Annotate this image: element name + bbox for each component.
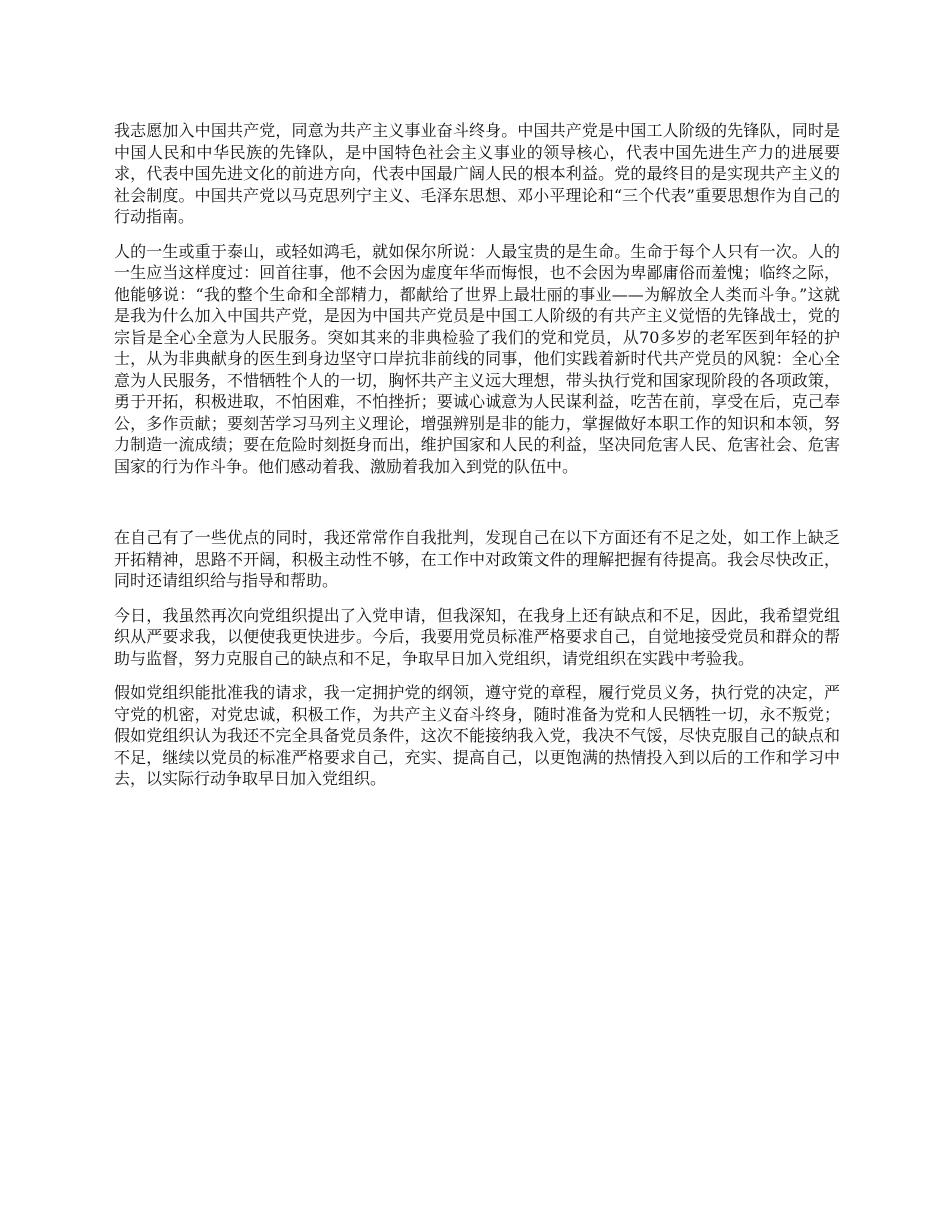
- section-gap: [114, 490, 840, 527]
- paragraph-motivation: 人的一生或重于泰山，或轻如鸿毛，就如保尔所说：人最宝贵的是生命。生命于每个人只有一次。人的一生应当这样度过：回首往事，他不会因为虚度年华而悔恨，也不会因为卑鄙庸俗而羞愧；临终之际，他能够说：“我的整个生命和全部精力，都献给了世界上最壮丽的事业——为解放全人类而斗争。”这就是我为什么加入中国共产党，是因为中国共产党员是中国工人阶级的有共产主义觉悟的先锋战士，党的宗旨是全心全意为人民服务。突如其来的非典检验了我们的党和党员，从70多岁的老军医到年轻的护士，从为非典献身的医生到身边坚守口岸抗非前线的同事，他们实践着新时代共产党员的风貌：全心全意为人民服务，不惜牺牲个人的一切，胸怀共产主义远大理想，带头执行党和国家现阶段的各项政策，勇于开拓，积极进取，不怕困难，不怕挫折；要诚心诚意为人民谋利益，吃苦在前，享受在后，克己奉公，多作贡献；要刻苦学习马列主义理论，增强辨别是非的能力，掌握做好本职工作的知识和本领，努力制造一流成绩；要在危险时刻挺身而出，维护国家和人民的利益，坚决同危害人民、危害社会、危害国家的行为作斗争。他们感动着我、激励着我加入到党的队伍中。: [114, 241, 840, 476]
- document-body: [114, 120, 840, 803]
- paragraph-pledge: 我志愿加入中国共产党，同意为共产主义事业奋斗终身。中国共产党是中国工人阶级的先锋队，同时是中国人民和中华民族的先锋队，是中国特色社会主义事业的领导核心，代表中国先进生产力的进展要求，代表中国先进文化的前进方向，代表中国最广阔人民的根本利益。党的最终目的是实现共产主义的社会制度。中国共产党以马克思列宁主义、毛泽东思想、邓小平理论和“三个代表”重要思想作为自己的行动指南。: [114, 121, 840, 226]
- paragraph-commitment: 今日，我虽然再次向党组织提出了入党申请，但我深知，在我身上还有缺点和不足，因此，我希望党组织从严要求我，以便使我更快进步。今后，我要用党员标准严格要求自己，自觉地接受党员和群众的帮助与监督，努力克服自己的缺点和不足，争取早日加入党组织，请党组织在实践中考验我。: [114, 605, 840, 668]
- paragraph-resolution: 假如党组织能批准我的请求，我一定拥护党的纲领，遵守党的章程，履行党员义务，执行党的决定，严守党的机密，对党忠诚，积极工作，为共产主义奋斗终身，随时准备为党和人民牺牲一切，永不叛党；假如党组织认为我还不完全具备党员条件，这次不能接纳我入党，我决不气馁，尽快克服自己的缺点和不足，继续以党员的标准严格要求自己，充实、提高自己，以更饱满的热情投入到以后的工作和学习中去，以实际行动争取早日加入党组织。: [114, 683, 840, 788]
- paragraph-self-criticism: 在自己有了一些优点的同时，我还常常作自我批判，发现自己在以下方面还有不足之处，如工作上缺乏开拓精神，思路不开阔，积极主动性不够，在工作中对政策文件的理解把握有待提高。我会尽快改正，同时还请组织给与指导和帮助。: [114, 528, 840, 590]
